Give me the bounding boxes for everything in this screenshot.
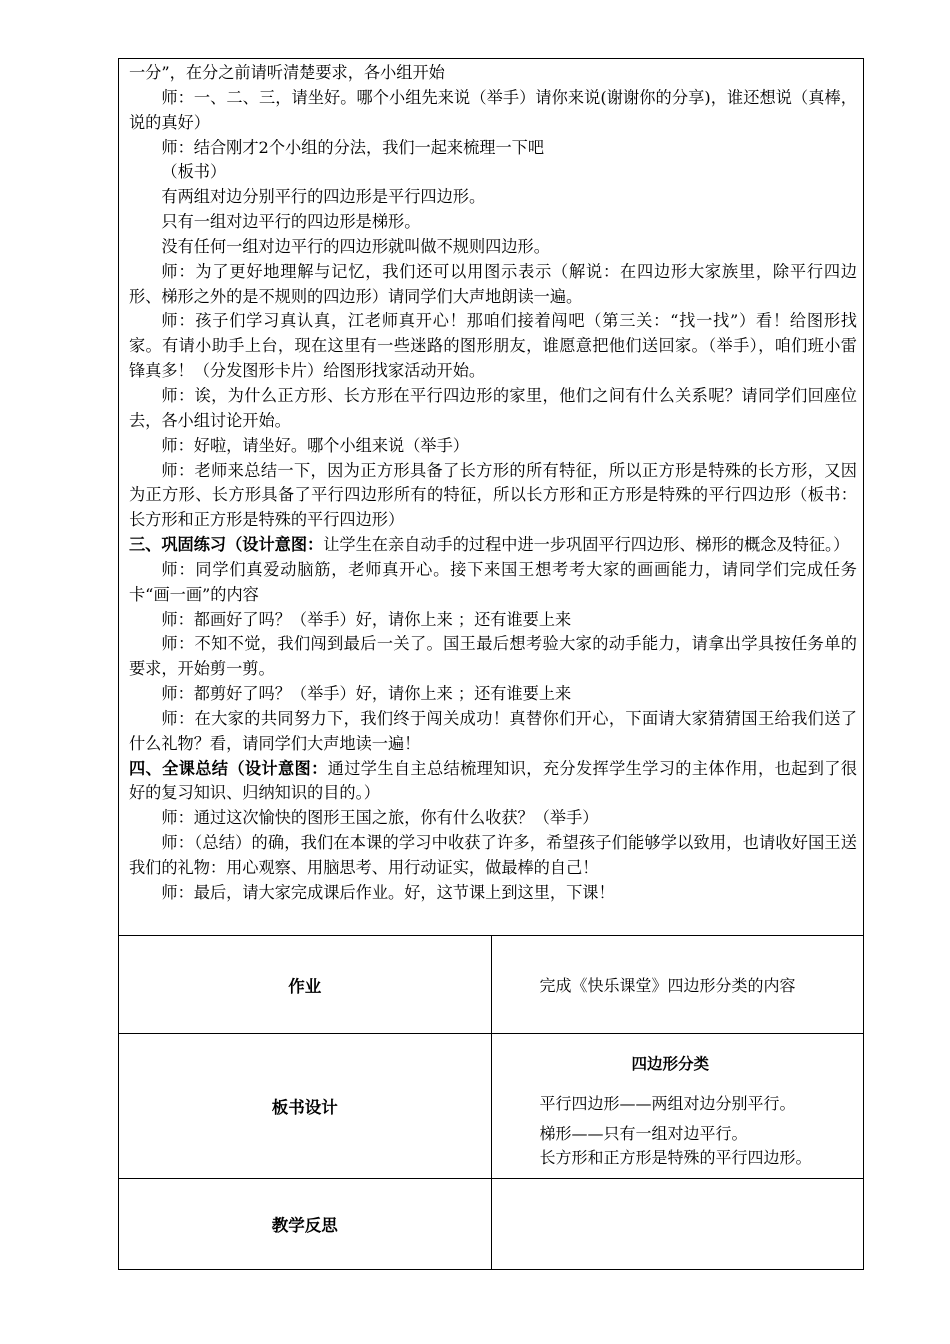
lesson-paragraph: 师：同学们真爱动脑筋，老师真开心。接下来国王想考考大家的画画能力，请同学们完成任务卡“画一画”的内容 bbox=[129, 559, 857, 604]
lesson-paragraph: 师：最后，请大家完成课后作业。好，这节课上到这里，下课！ bbox=[161, 882, 615, 902]
board-line: 长方形和正方形是特殊的平行四边形。 bbox=[539, 1148, 812, 1167]
lesson-paragraph: 有两组对边分别平行的四边形是平行四边形。 bbox=[161, 187, 486, 207]
lesson-paragraph: 师：都剪好了吗？（举手）好，请你上来 ；还有谁要上来 bbox=[161, 684, 572, 704]
lesson-paragraph: 师：为了更好地理解与记忆，我们还可以用图示表示（解说：在四边形大家族里，除平行四边形、梯形之外的是不规则的四边形）请同学们大声地朗读一遍。 bbox=[129, 261, 857, 306]
section-heading bbox=[129, 757, 857, 807]
lesson-paragraph: 一分”，在分之前请听清楚要求，各小组开始 bbox=[129, 63, 445, 82]
lesson-paragraph: 师：都画好了吗？（举手）好，请你上来 ；还有谁要上来 bbox=[161, 609, 572, 629]
lesson-process-row bbox=[119, 59, 864, 936]
section-heading-label: 三、巩固练习（设计意图： bbox=[129, 535, 324, 555]
board-design-label: 板书设计 bbox=[119, 1034, 492, 1179]
lesson-paragraph: 师：结合刚才2个小组的分法，我们一起来梳理一下吧 bbox=[161, 137, 545, 157]
lesson-process-cell bbox=[119, 59, 864, 936]
board-line: 平行四边形——两组对边分别平行。 bbox=[539, 1094, 796, 1113]
lesson-paragraph: 师：不知不觉，我们闯到最后一关了。国王最后想考验大家的动手能力，请拿出学具按任务单的要求，开始剪一剪。 bbox=[129, 634, 857, 679]
homework-row bbox=[119, 936, 864, 1034]
lesson-paragraph: 师：（总结）的确，我们在本课的学习中收获了许多，希望孩子们能够学以致用，也请收好国王送我们的礼物：用心观察、用脑思考、用行动证实，做最棒的自己！ bbox=[129, 833, 857, 877]
section-heading-text: 让学生在亲自动手的过程中进一步巩固平行四边形、梯形的概念及特征。） bbox=[323, 535, 850, 555]
board-line: 梯形——只有一组对边平行。 bbox=[539, 1124, 748, 1143]
reflection-content bbox=[491, 1179, 864, 1270]
lesson-paragraph: 师：一、二、三，请坐好。哪个小组先来说（举手）请你来说(谢谢你的分享)，谁还想说（真棒，说的真好） bbox=[129, 87, 857, 132]
lesson-paragraph: 师：好啦，请坐好。哪个小组来说（举手） bbox=[161, 435, 469, 455]
board-design-row bbox=[119, 1034, 864, 1179]
board-title: 四边形分类 bbox=[631, 1055, 710, 1073]
lesson-paragraph: 师：老师来总结一下，因为正方形具备了长方形的所有特征，所以正方形是特殊的长方形，又因为正方形、长方形具备了平行四边形所有的特征，所以长方形和正方形是特殊的平行四边形（板书：长方形和正方形是特殊的平行四边形） bbox=[129, 460, 857, 530]
section-heading-text: 通过学生自主总结梳理知识，充分发挥学生学习的主体作用，也起到了很好的复习知识、归纳知识的目的。） bbox=[129, 758, 858, 803]
lesson-plan-table bbox=[118, 58, 864, 1270]
lesson-paragraph: 没有任何一组对边平行的四边形就叫做不规则四边形。 bbox=[161, 236, 550, 256]
board-design-content bbox=[492, 1034, 864, 1170]
lesson-paragraph: （板书） bbox=[161, 162, 227, 182]
homework-content-cell bbox=[491, 936, 864, 1034]
reflection-label: 教学反思 bbox=[119, 1179, 492, 1270]
homework-content: 完成《快乐课堂》四边形分类的内容 bbox=[539, 976, 796, 995]
lesson-paragraph: 师：孩子们学习真认真，江老师真开心！那咱们接着闯吧（第三关：“找一找”）看！给图形找家。有请小助手上台，现在这里有一些迷路的图形朋友，谁愿意把他们送回家。（举手），咱们班小雷锋真多！（分发图形卡片）给图形找家活动开始。 bbox=[129, 311, 857, 381]
reflection-row bbox=[119, 1179, 864, 1270]
homework-label: 作业 bbox=[119, 936, 492, 1034]
section-heading-label: 四、全课总结（设计意图： bbox=[129, 758, 328, 778]
lesson-paragraph: 师：通过这次愉快的图形王国之旅，你有什么收获？（举手） bbox=[161, 808, 599, 828]
lesson-paragraph: 师：诶，为什么正方形、长方形在平行四边形的家里，他们之间有什么关系呢？请同学们回座位去，各小组讨论开始。 bbox=[129, 385, 857, 430]
section-heading bbox=[129, 533, 857, 558]
lesson-paragraph: 师：在大家的共同努力下，我们终于闯关成功！真替你们开心，下面请大家猜猜国王给我们送了什么礼物？看，请同学们大声地读一遍！ bbox=[129, 708, 857, 753]
lesson-paragraph: 只有一组对边平行的四边形是梯形。 bbox=[161, 212, 421, 232]
board-design-content-cell bbox=[491, 1034, 864, 1179]
lesson-paragraphs bbox=[119, 59, 863, 906]
